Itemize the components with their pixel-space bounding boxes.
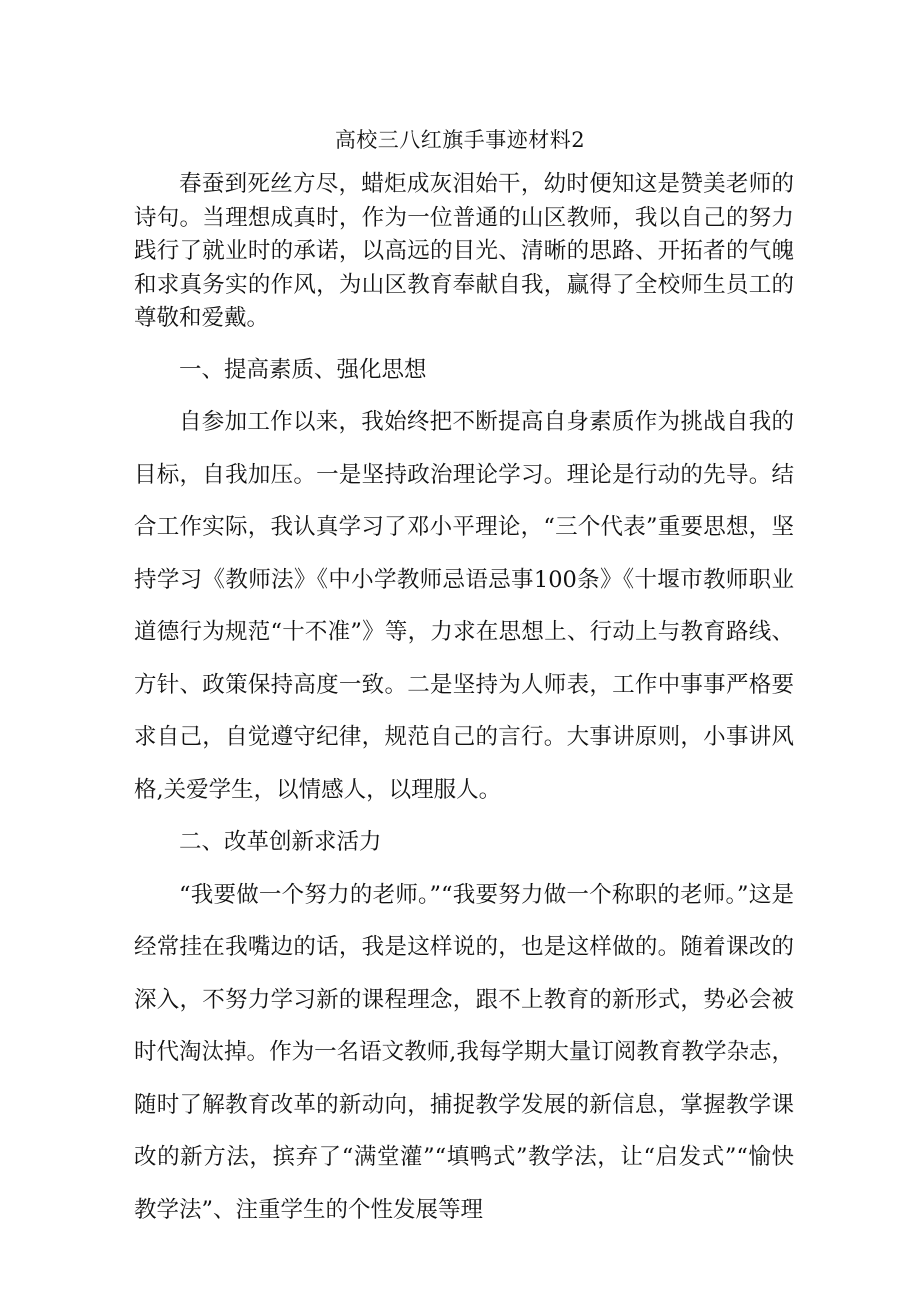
section-1-paragraph: 自参加工作以来，我始终把不断提高自身素质作为挑战自我的目标，自我加压。一是坚持政治理论学习。理论是行动的先导。结合工作实际，我认真学习了邓小平理论，“三个代表”重要思想，坚持学习《教师法》《中小学教师忌语忌事100条》《十堰市教师职业道德行为规范“十不准”》等，力求在思想上、行动上与教育路线、方针、政策保持高度一致。二是坚持为人师表，工作中事事严格要求自己，自觉遵守纪律，规范自己的言行。大事讲原则，小事讲风格,关爱学生，以情感人，以理服人。 (134, 409, 794, 803)
section-1-heading: 一、提高素质、强化思想 (179, 356, 427, 383)
section-2-heading: 二、改革创新求活力 (179, 829, 382, 855)
section-2-paragraph: “我要做一个努力的老师。”“我要努力做一个称职的老师。”这是经常挂在我嘴边的话，我是这样说的，也是这样做的。随着课改的深入，不努力学习新的课程理念，跟不上教育的新形式，势必会被时代淘汰掉。作为一名语文教师,我每学期大量订阅教育教学杂志，随时了解教育改革的新动向，捕捉教学发展的新信息，掌握教学课改的新方法，摈弃了“满堂灌”“填鸭式”教学法，让“启发式”“愉快教学法”、注重学生的个性发展等理 (134, 881, 794, 1223)
intro-paragraph: 春蚕到死丝方尽，蜡炬成灰泪始干，幼时便知这是赞美老师的诗句。当理想成真时，作为一位普通的山区教师，我以自己的努力践行了就业时的承诺，以高远的目光、清晰的思路、开拓者的气魄和求真务实的作风，为山区教育奉献自我，赢得了全校师生员工的尊敬和爱戴。 (134, 171, 794, 331)
document-title: 高校三八红旗手事迹材料2 (334, 128, 586, 152)
document-body (134, 168, 794, 1236)
